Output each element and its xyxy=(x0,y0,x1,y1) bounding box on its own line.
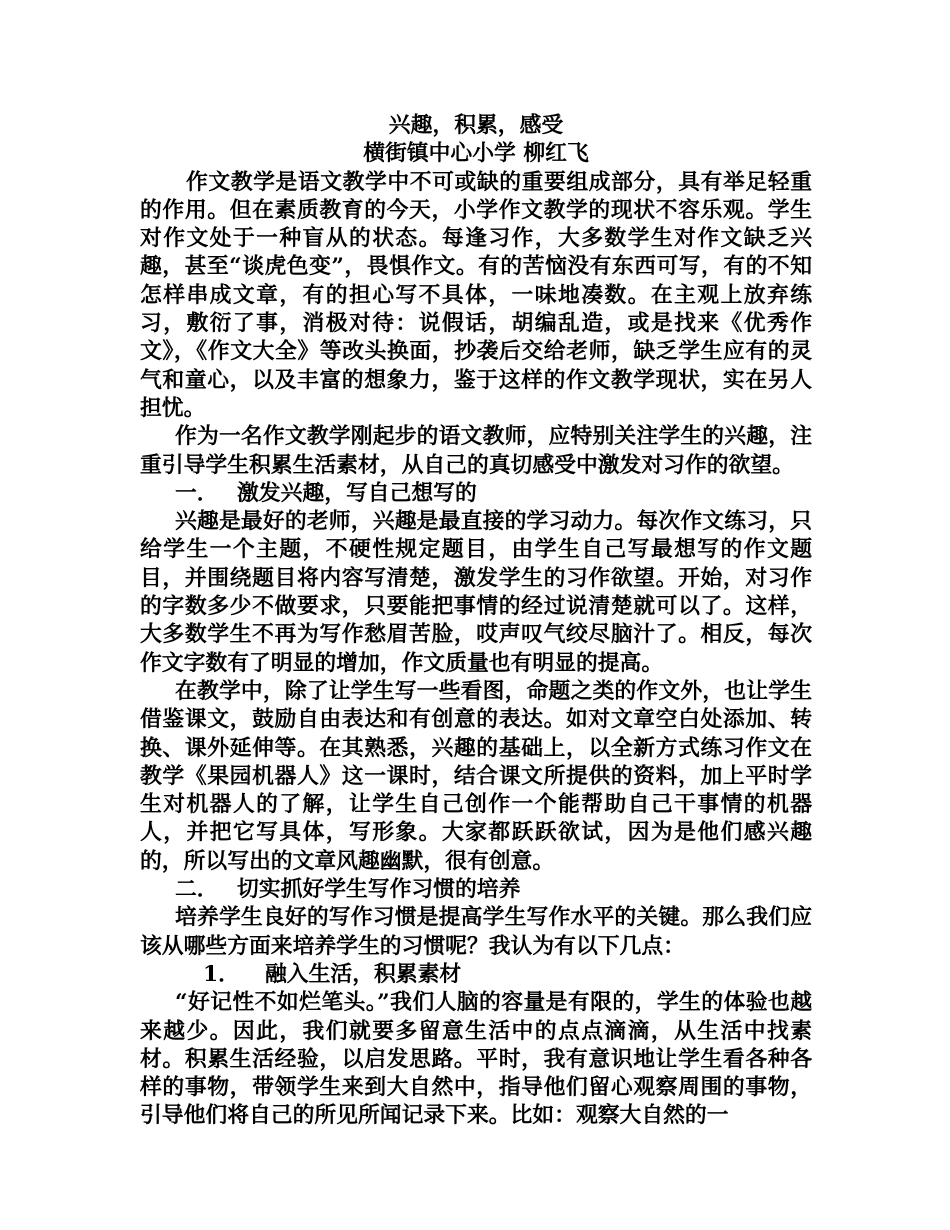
subsection-title: 融入生活，积累素材 xyxy=(265,961,462,987)
section-heading-2 xyxy=(140,876,812,904)
paragraph-thesis: 作为一名作文教学刚起步的语文教师，应特别关注学生的兴趣，注重引导学生积累生活素材，从自己的真切感受中激发对习作的欲望。 xyxy=(140,424,812,478)
document-author: 横街镇中心小学 柳红飞 xyxy=(363,141,589,167)
paragraph-teaching: 在教学中，除了让学生写一些看图，命题之类的作文外，也让学生借鉴课文，鼓励自由表达和有创意的表达。如对文章空白处添加、转换、课外延伸等。在其熟悉，兴趣的基础上，以全新方式练习作文在教学《果园机器人》这一课时，结合课文所提供的资料，加上平时学生对机器人的了解，让学生自己创作一个能帮助自己干事情的机器人，并把它写具体，写形象。大家都跃跃欲试，因为是他们感兴趣的，所以写出的文章风趣幽默，很有创意。 xyxy=(140,678,812,874)
paragraph-intro: 作文教学是语文教学中不可或缺的重要组成部分，具有举足轻重的作用。但在素质教育的今天，小学作文教学的现状不容乐观。学生对作文处于一种盲从的状态。每逢习作，大多数学生对作文缺乏兴趣，甚至“谈虎色变”，畏惧作文。有的苦恼没有东西可写，有的不知怎样串成文章，有的担心写不具体，一味地凑数。在主观上放弃练习，敷衍了事，消极对待：说假话，胡编乱造，或是找来《优秀作文》，《作文大全》等改头换面，抄袭后交给老师，缺乏学生应有的灵气和童心，以及丰富的想象力，鉴于这样的作文教学现状，实在另人担忧。 xyxy=(140,169,812,421)
section-number: 二． xyxy=(175,877,219,903)
section-title: 切实抓好学生写作习惯的培养 xyxy=(237,877,521,903)
section-number: 一． xyxy=(175,480,219,506)
paragraph-habits: 培养学生良好的写作习惯是提高学生写作水平的关键。那么我们应该从哪些方面来培养学生的习惯呢？我认为有以下几点： xyxy=(140,905,812,959)
document-page xyxy=(140,112,812,1131)
paragraph-accumulate: “好记性不如烂笔头。”我们人脑的容量是有限的，学生的体验也越来越少。因此，我们就要多留意生活中的点点滴滴，从生活中找素材。积累生活经验，以启发思路。平时，我有意识地让学生看各种各样的事物，带领学生来到大自然中，指导他们留心观察周围的事物，引导他们将自己的所见所闻记录下来。比如：观察大自然的一 xyxy=(140,990,812,1129)
subsection-heading-1 xyxy=(140,961,812,989)
paragraph-interest: 兴趣是最好的老师，兴趣是最直接的学习动力。每次作文练习，只给学生一个主题，不硬性规定题目，由学生自己写最想写的作文题目，并围绕题目将内容写清楚，激发学生的习作欲望。开始，对习作的字数多少不做要求，只要能把事情的经过说清楚就可以了。这样，大多数学生不再为写作愁眉苦脸，哎声叹气绞尽脑汁了。相反，每次作文字数有了明显的增加，作文质量也有明显的提高。 xyxy=(140,509,812,676)
section-heading-1 xyxy=(140,480,812,508)
subsection-number: 1． xyxy=(203,961,240,987)
document-title: 兴趣，积累，感受 xyxy=(388,113,564,138)
section-title: 激发兴趣，写自己想写的 xyxy=(237,480,477,506)
